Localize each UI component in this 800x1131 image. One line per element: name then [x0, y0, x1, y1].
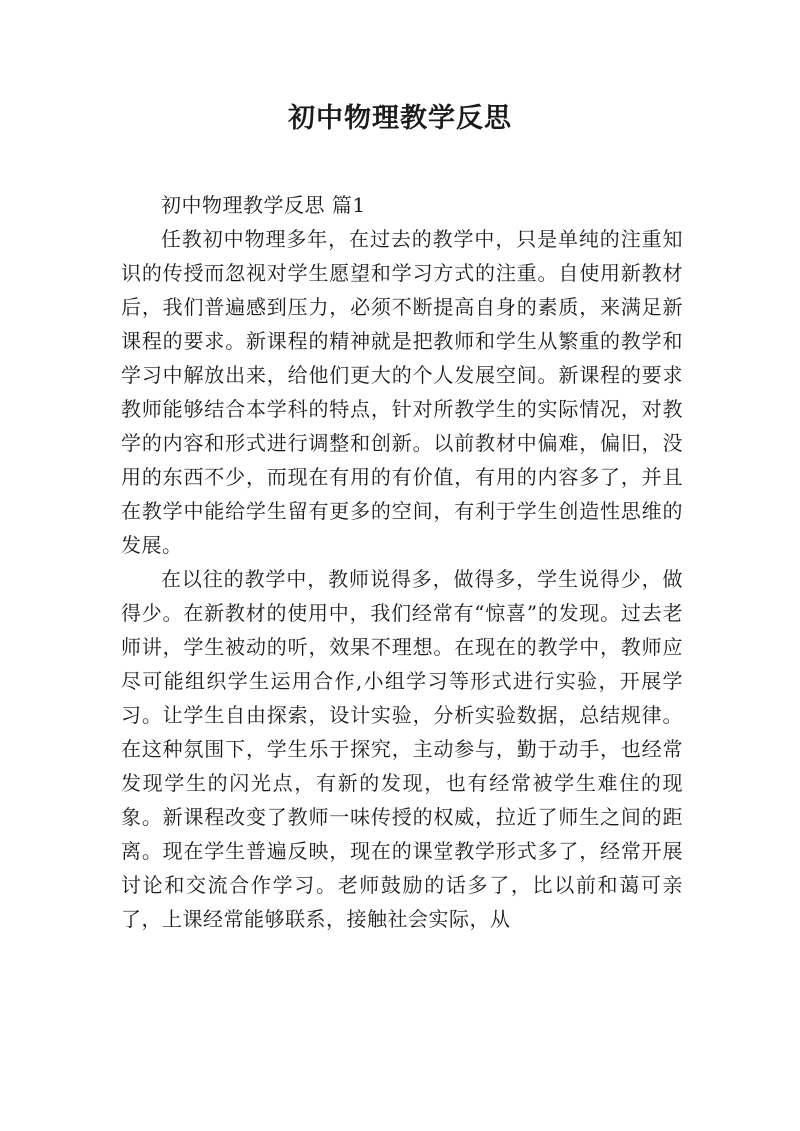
document-body [121, 188, 683, 936]
paragraph: 任教初中物理多年，在过去的教学中，只是单纯的注重知识的传授而忽视对学生愿望和学习方式的注重。自使用新教材后，我们普遍感到压力，必须不断提高自身的素质，来满足新课程的要求。新课程的精神就是把教师和学生从繁重的教学和学习中解放出来，给他们更大的个人发展空间。新课程的要求教师能够结合本学科的特点，针对所教学生的实际情况，对教学的内容和形式进行调整和创新。以前教材中偏难，偏旧，没用的东西不少，而现在有用的有价值，有用的内容多了，并且在教学中能给学生留有更多的空间，有利于学生创造性思维的发展。 [121, 227, 683, 557]
paragraph: 在以往的教学中，教师说得多，做得多，学生说得少，做得少。在新教材的使用中，我们经常有“惊喜”的发现。过去老师讲，学生被动的听，效果不理想。在现在的教学中，教师应尽可能组织学生运用合作,小组学习等形式进行实验，开展学习。让学生自由探索，设计实验，分析实验数据，总结规律。在这种氛围下，学生乐于探究，主动参与，勤于动手，也经常发现学生的闪光点，有新的发现，也有经常被学生难住的现象。新课程改变了教师一味传授的权威，拉近了师生之间的距离。现在学生普遍反映，现在的课堂教学形式多了，经常开展讨论和交流合作学习。老师鼓励的话多了，比以前和蔼可亲了，上课经常能够联系，接触社会实际，从 [121, 567, 683, 931]
document-title: 初中物理教学反思 [288, 103, 512, 134]
section-heading: 初中物理教学反思 篇1 [161, 193, 366, 217]
